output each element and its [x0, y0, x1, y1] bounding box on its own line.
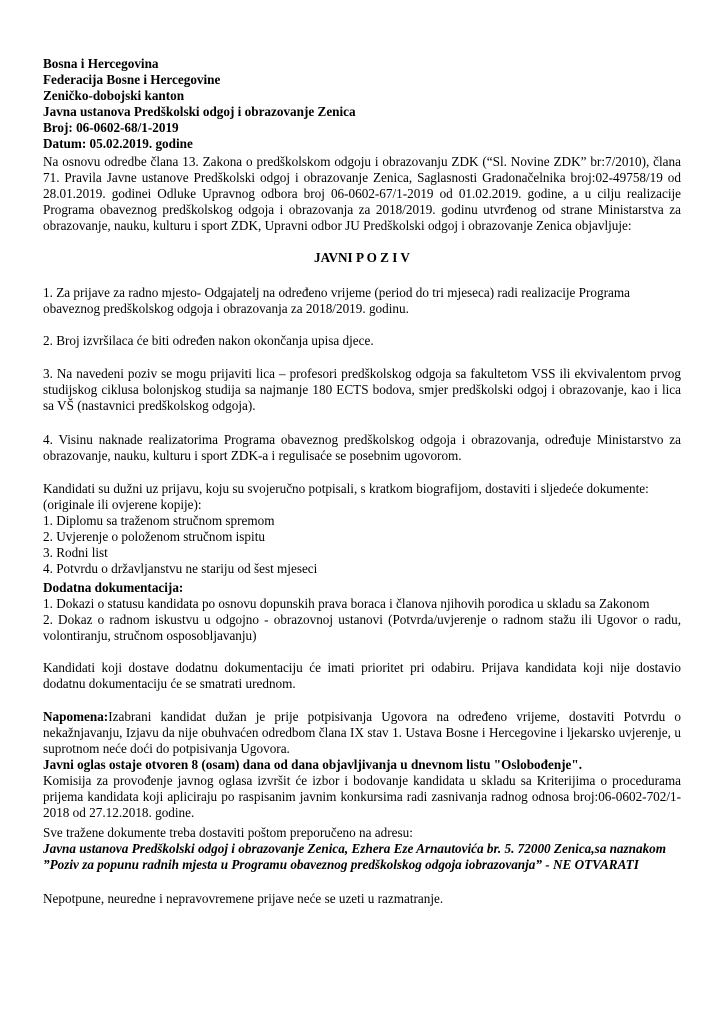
- point-3: 3. Na navedeni poziv se mogu prijaviti lica – profesori predškolskog odgoja sa fakultetom VSS ili ekvivalentom prvog studijskog ciklusa bolonjskog studija sa najmanje 180 ECTS bodova, smjer predškolski odgoj i obrazovanje, kao i lica sa VŠ (nastavnici predškolskog odgoja).: [43, 366, 681, 413]
- commission-paragraph: Komisija za provođenje javnog oglasa izvršit će izbor i bodovanje kandidata u skladu sa Kriterijima o procedurama prijema kandidata koji apliciraju po raspisanim javnim konkursima radi zasnivanja radnog odnosa broj:06-0602-702/1-2018 od 27.12.2018. godine.: [43, 773, 681, 820]
- header-institution: Javna ustanova Predškolski odgoj i obrazovanje Zenica: [43, 104, 356, 119]
- point-1: 1. Za prijave za radno mjesto- Odgajatelj na određeno vrijeme (period do tri mjeseca) radi realizacije Programa obaveznog predškolskog odgoja i obrazovanja za 2018/2019. godinu.: [43, 285, 630, 316]
- address-line: Javna ustanova Predškolski odgoj i obrazovanje Zenica, Ezhera Eze Arnautovića br. 5. 72000 Zenica,sa naznakom: [43, 841, 667, 856]
- required-documents: [43, 481, 681, 577]
- documents-item: 2. Uvjerenje o položenom stručnom ispitu: [43, 529, 265, 544]
- note-paragraph: [43, 709, 681, 757]
- additional-heading: Dodatna dokumentacija:: [43, 580, 184, 595]
- letterhead: [43, 56, 681, 152]
- header-canton: Zeničko-dobojski kanton: [43, 88, 185, 103]
- address-label-line: ”Poziv za popunu radnih mjesta u Programu obaveznog predškolskog odgoja iobrazovanja” - NE OTVARATI: [43, 857, 639, 872]
- header-reference-number: Broj: 06-0602-68/1-2019: [43, 120, 179, 135]
- intro-paragraph: Na osnovu odredbe člana 13. Zakona o predškolskom odgoju i obrazovanju ZDK (“Sl. Novine ZDK” br:7/2010), člana 71. Pravila Javne ustanove Predškolski odgoj i obrazovanje Zenica, Saglasnosti Gradonačelnika broj:02-49758/19 od 28.01.2019. godinei Odluke Upravnog odbora broj 06-0602-67/1-2019 od 01.02.2019. godine, a u cilju realizacije Programa obaveznog predškolskog odgoja i obrazovanja za 2018/2019. godinu utvrđenog od strane Ministarstva za obrazovanje, nauku, kulturu i sport ZDK, Upravni odbor JU Predškolski odgoj i obrazovanje Zenica objavljuje:: [43, 154, 681, 233]
- priority-paragraph: Kandidati koji dostave dodatnu dokumentaciju će imati prioritet pri odabiru. Prijava kandidata koji nije dostavio dodatnu dokumentaciju će se smatrati urednom.: [43, 660, 681, 691]
- additional-item: 2. Dokaz o radnom iskustvu u odgojno - obrazovnoj ustanovi (Potvrda/uvjerenje o radnom stažu ili Ugovor o radu, volontiranju, stručnom osposobljavanju): [43, 612, 681, 643]
- footer-note: Nepotpune, neuredne i nepravovremene prijave neće se uzeti u razmatranje.: [43, 891, 444, 906]
- point-2: 2. Broj izvršilaca će biti određen nakon okončanja upisa djece.: [43, 333, 374, 348]
- header-date: Datum: 05.02.2019. godine: [43, 136, 193, 151]
- documents-item: 4. Potvrdu o državljanstvu ne stariju od šest mjeseci: [43, 561, 318, 576]
- documents-item: 1. Diplomu sa traženom stručnom spremom: [43, 513, 275, 528]
- additional-item: 1. Dokazi o statusu kandidata po osnovu dopunskih prava boraca i članova njihovih porodica u skladu sa Zakonom: [43, 596, 650, 611]
- documents-note: (originale ili ovjerene kopije):: [43, 497, 202, 512]
- note-text: Izabrani kandidat dužan je prije potpisivanja Ugovora na određeno vrijeme, dostaviti Potvrdu o nekažnjavanju, Izjavu da nije obuhvaćen odredbom člana IX stav 1. Ustava Bosne i Hercegovine i ljekarsko uvjerenje, u suprotnom neće doći do potpisivanja Ugovora.: [43, 709, 681, 756]
- document-title: JAVNI P O Z I V: [314, 250, 410, 265]
- documents-intro: Kandidati su dužni uz prijavu, koju su svojeručno potpisali, s kratkom biografijom, dostaviti i sljedeće dokumente:: [43, 481, 649, 496]
- address-section: [43, 825, 681, 873]
- header-federation: Federacija Bosne i Hercegovine: [43, 72, 221, 87]
- address-intro: Sve tražene dokumente treba dostaviti poštom preporučeno na adresu:: [43, 825, 413, 840]
- open-period: Javni oglas ostaje otvoren 8 (osam) dana od dana objavljivanja u dnevnom listu "Oslobođenje".: [43, 757, 583, 772]
- documents-item: 3. Rodni list: [43, 545, 108, 560]
- point-4: 4. Visinu naknade realizatorima Programa obaveznog predškolskog odgoja i obrazovanja, određuje Ministarstvo za obrazovanje, nauku, kulturu i sport ZDK-a i regulisaće se posebnim ugovorom.: [43, 432, 681, 463]
- header-country: Bosna i Hercegovina: [43, 56, 159, 71]
- note-label: Napomena:: [43, 709, 109, 724]
- additional-documentation: [43, 580, 681, 644]
- note-section: [43, 709, 681, 821]
